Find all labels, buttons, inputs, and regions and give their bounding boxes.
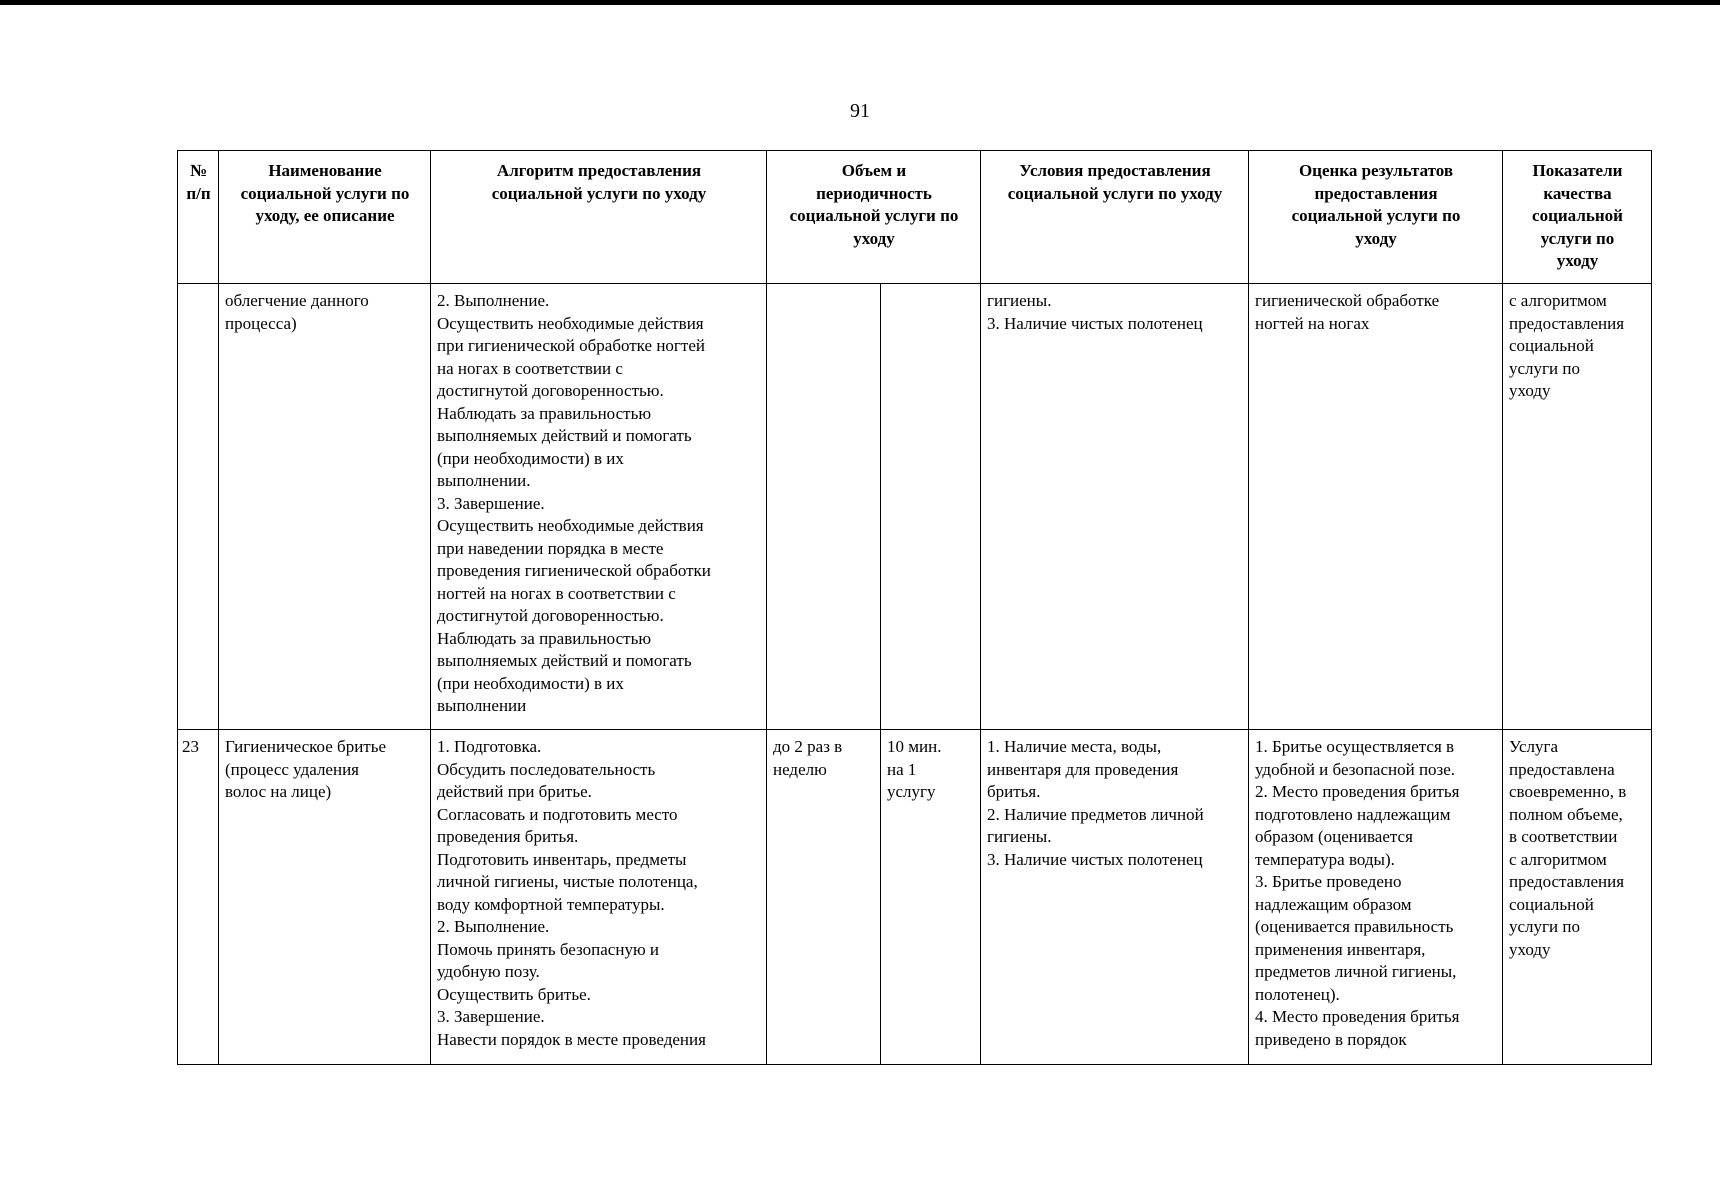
cell-text-line: бритья. (987, 782, 1041, 801)
cell-text-line: личной гигиены, чистые полотенца, (437, 872, 698, 891)
cell-text-line: проведения бритья. (437, 827, 579, 846)
cell-text-line: гигиенической обработке (1255, 291, 1440, 310)
cell-text-line: Наблюдать за правильностью (437, 403, 652, 423)
cell-text-line: уходу (1509, 381, 1551, 400)
cell-text-line: 2. Наличие предметов личной (987, 804, 1204, 824)
cell-text-line: 3. Наличие чистых полотенец (987, 849, 1203, 869)
cell-text-line: социальной услуги по уходу (1007, 183, 1223, 203)
cell-text-line: социальной услуги по (240, 183, 410, 203)
cell-text-line: уходу (1556, 251, 1599, 270)
cell-text-line: 10 мин. (887, 737, 942, 756)
cell-text-line: Навести порядок в месте проведения (437, 1029, 706, 1049)
cell-text-line: предоставления (1509, 872, 1625, 891)
cell-text-line: периодичность (816, 183, 932, 203)
cell-text-line: 3. Наличие чистых полотенец (987, 313, 1203, 333)
cell-text-line: надлежащим образом (1255, 894, 1412, 914)
cell-text-line: с алгоритмом (1509, 291, 1607, 310)
cell-text-line: удобной и безопасной позе. (1255, 759, 1456, 779)
cell-text-line: применения инвентаря, (1255, 939, 1426, 959)
cell-text-line: 1. Подготовка. (437, 737, 542, 756)
cell-text-line: 3. Завершение. (437, 493, 545, 513)
header-conditions (981, 151, 1249, 284)
cell-text-line: Оценка результатов (1298, 161, 1454, 180)
cell-text-line: социальной услуги по (1291, 206, 1461, 225)
service-name-cell (219, 730, 431, 1065)
cell-text-line: 3. Бритье проведено (1255, 872, 1402, 891)
header-algorithm (431, 151, 767, 284)
cell-text-line: достигнутой договоренностью. (437, 606, 664, 625)
cell-text-line: воду комфортной температуры. (437, 894, 665, 914)
cell-text-line: температура воды). (1255, 849, 1395, 869)
conditions-cell (981, 730, 1249, 1065)
cell-text-line: 1. Наличие места, воды, (987, 737, 1162, 756)
cell-text-line: (оценивается правильность (1255, 917, 1454, 936)
cell-text-line: выполняемых действий и помогать (437, 426, 692, 445)
table-row (178, 284, 1652, 730)
cell-text-line: инвентаря для проведения (987, 759, 1179, 779)
header-number (178, 151, 219, 284)
cell-text-line: социальной (1509, 894, 1594, 914)
services-table (177, 150, 1652, 1065)
cell-text-line: при гигиенической обработке ногтей (437, 336, 705, 355)
cell-text-line: неделю (773, 759, 827, 779)
cell-text-line: выполняемых действий и помогать (437, 651, 692, 670)
cell-text-line: уходу (1355, 228, 1397, 248)
conditions-cell (981, 284, 1249, 730)
cell-text-line: достигнутой договоренностью. (437, 381, 664, 400)
cell-text-line: Обсудить последовательность (437, 759, 656, 779)
evaluation-cell (1249, 730, 1503, 1065)
cell-text-line: Наблюдать за правильностью (437, 628, 652, 648)
header-volume-periodicity (767, 151, 981, 284)
table-header-row (178, 151, 1652, 284)
cell-text-line: своевременно, в (1509, 782, 1627, 801)
cell-text-line: услуги по (1509, 358, 1580, 378)
service-name-cell (219, 284, 431, 730)
cell-text-line: (при необходимости) в их (437, 673, 624, 693)
cell-text-line: уходу, ее описание (255, 206, 395, 225)
cell-text-line: предоставлена (1509, 759, 1615, 779)
cell-text-line: Условия предоставления (1019, 161, 1211, 180)
cell-text-line: (при необходимости) в их (437, 448, 624, 468)
cell-text-line: Гигиеническое бритье (225, 737, 387, 756)
algorithm-cell (431, 730, 767, 1065)
cell-text-line: услуги по (1509, 917, 1580, 936)
cell-text-line: Осуществить бритье. (437, 984, 591, 1004)
algorithm-cell (431, 284, 767, 730)
cell-text-line: 4. Место проведения бритья (1255, 1007, 1460, 1026)
cell-text-line: выполнении (437, 696, 527, 715)
cell-text-line: Алгоритм предоставления (496, 161, 702, 180)
cell-text-line: качества (1543, 183, 1612, 203)
row-number: 23 (178, 730, 219, 1065)
cell-text-line: социальной (1509, 336, 1594, 355)
cell-text-line: № (189, 161, 208, 180)
cell-text-line: подготовлено надлежащим (1255, 804, 1451, 824)
cell-text-line: образом (оценивается (1255, 827, 1413, 846)
periodicity-cell (881, 730, 981, 1065)
header-quality (1503, 151, 1652, 284)
cell-text-line: ногтей на ногах (1255, 313, 1370, 333)
row-number (178, 284, 219, 730)
cell-text-line: уходу (853, 228, 895, 248)
cell-text-line: Помочь принять безопасную и (437, 939, 659, 959)
cell-text-line: при наведении порядка в месте (437, 538, 664, 558)
cell-text-line: социальной услуги по (789, 206, 959, 225)
cell-text-line: приведено в порядок (1255, 1029, 1407, 1049)
cell-text-line: удобную позу. (437, 962, 540, 981)
cell-text-line: Показатели (1532, 161, 1623, 180)
cell-text-line: гигиены. (987, 827, 1052, 846)
cell-text-line: полотенец). (1255, 984, 1340, 1004)
table-row (178, 730, 1652, 1065)
evaluation-cell (1249, 284, 1503, 730)
cell-text-line: полном объеме, (1509, 804, 1623, 824)
cell-text-line: Подготовить инвентарь, предметы (437, 849, 687, 869)
cell-text-line: с алгоритмом (1509, 849, 1607, 869)
header-service-name (219, 151, 431, 284)
volume-cell (767, 284, 881, 730)
quality-cell (1503, 730, 1652, 1065)
cell-text-line: выполнении. (437, 471, 531, 490)
cell-text-line: волос на лице) (225, 782, 332, 801)
cell-text-line: предметов личной гигиены, (1255, 962, 1457, 981)
cell-text-line: услугу (887, 782, 936, 801)
cell-text-line: Согласовать и подготовить место (437, 804, 678, 824)
cell-text-line: Наименование (268, 161, 382, 180)
cell-text-line: проведения гигиенической обработки (437, 561, 711, 580)
cell-text-line: на 1 (887, 759, 917, 779)
cell-text-line: (процесс удаления (225, 759, 359, 779)
cell-text-line: ногтей на ногах в соответствии с (437, 583, 676, 603)
cell-text-line: предоставления (1314, 183, 1438, 203)
page-number: 91 (850, 100, 870, 122)
cell-text-line: на ногах в соответствии с (437, 358, 623, 378)
cell-text-line: социальной (1532, 206, 1623, 225)
cell-text-line: Осуществить необходимые действия (437, 516, 704, 535)
cell-text-line: 2. Выполнение. (437, 917, 550, 936)
cell-text-line: социальной услуги по уходу (491, 183, 707, 203)
cell-text-line: Объем и (841, 161, 907, 180)
cell-text-line: предоставления (1509, 313, 1625, 333)
quality-cell (1503, 284, 1652, 730)
header-evaluation (1249, 151, 1503, 284)
cell-text-line: до 2 раз в (773, 737, 843, 756)
cell-text-line: услуги по (1540, 228, 1615, 248)
top-border-bar (0, 0, 1720, 5)
cell-text-line: действий при бритье. (437, 782, 592, 801)
periodicity-cell (881, 284, 981, 730)
volume-cell (767, 730, 881, 1065)
cell-text-line: 2. Место проведения бритья (1255, 782, 1460, 801)
cell-text-line: 3. Завершение. (437, 1007, 545, 1026)
cell-text-line: 1. Бритье осуществляется в (1255, 737, 1455, 756)
cell-text-line: в соответствии (1509, 827, 1618, 846)
cell-text-line: Услуга (1509, 737, 1559, 756)
cell-text-line: гигиены. (987, 291, 1052, 310)
cell-text-line: п/п (186, 183, 211, 203)
cell-text-line: облегчение данного (225, 291, 369, 310)
cell-text-line: уходу (1509, 939, 1551, 959)
cell-text-line: Осуществить необходимые действия (437, 313, 704, 333)
cell-text-line: процесса) (225, 313, 297, 333)
cell-text-line: 2. Выполнение. (437, 291, 550, 310)
